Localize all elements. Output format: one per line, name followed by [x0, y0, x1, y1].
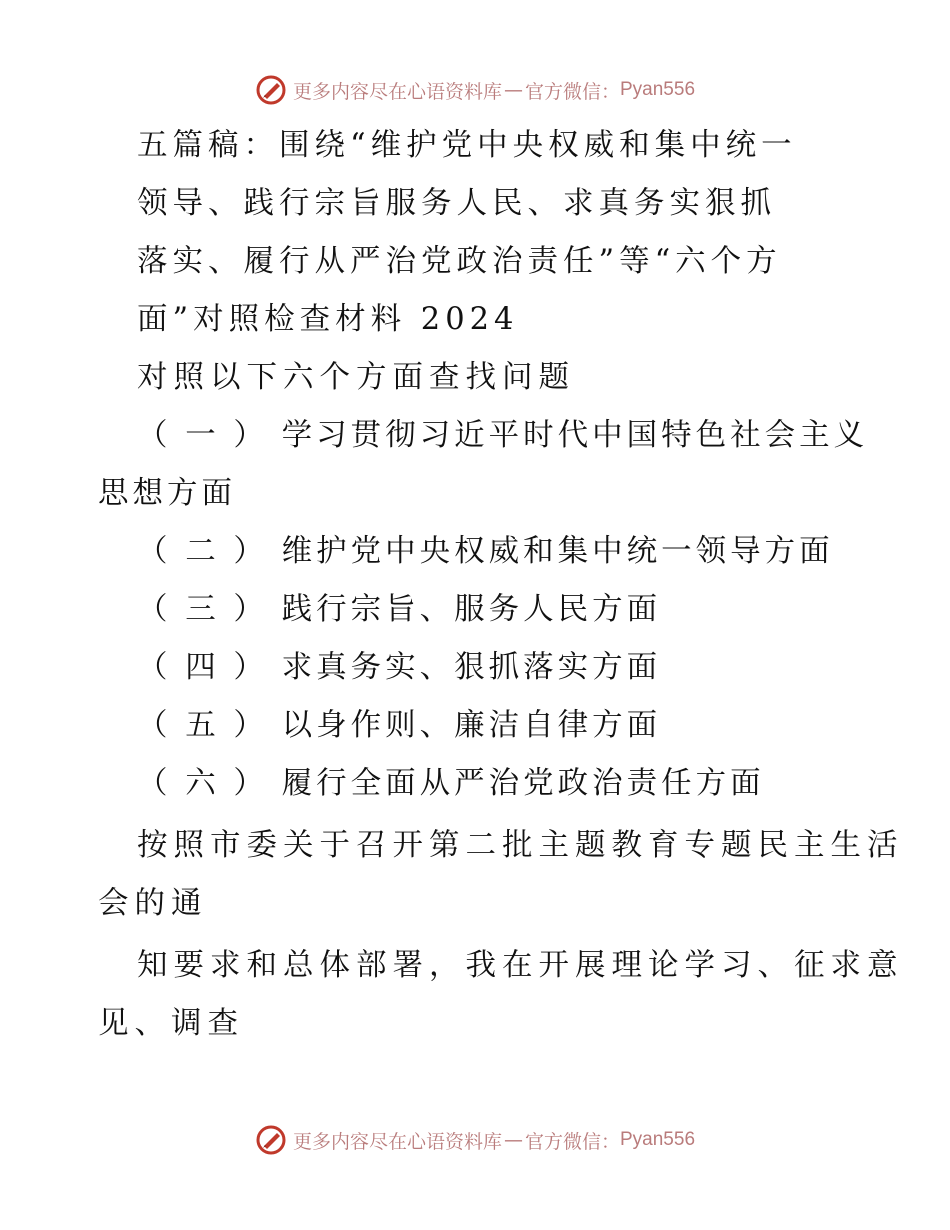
list-item-prefix: （ 六 ） [137, 766, 268, 801]
intro-line: 对照以下六个方面查找问题 [137, 360, 575, 395]
paragraph-1-line-1: 按照市委关于召开第二批主题教育专题民主生活 [137, 828, 904, 863]
list-item [137, 650, 661, 686]
watermark-separator: — [503, 79, 523, 101]
list-item-prefix: （ 二 ） [137, 534, 268, 569]
watermark-logo-icon [255, 1124, 287, 1156]
list-item-text: 践行宗旨、服务人民方面 [281, 592, 662, 627]
list-item-prefix: （ 三 ） [137, 592, 268, 627]
list-item [137, 766, 765, 802]
watermark-label: 官方微信： [524, 80, 620, 103]
watermark-text: 更多内容尽在心语资料库 [292, 80, 502, 103]
list-item-text: 学习贯彻习近平时代中国特色社会主义 [281, 418, 869, 453]
watermark-id: Pyan556 [620, 1129, 696, 1150]
list-item [137, 592, 661, 628]
list-item-prefix: （ 一 ） [137, 418, 268, 453]
watermark-separator: — [503, 1129, 523, 1151]
paragraph-2-line-2: 见、调查 [98, 1006, 244, 1041]
list-item-text: 维护党中央权威和集中统一领导方面 [281, 534, 834, 569]
watermark-label: 官方微信： [524, 1130, 620, 1153]
watermark-header [0, 70, 950, 110]
watermark-text: 更多内容尽在心语资料库 [292, 1130, 502, 1153]
list-item [137, 708, 661, 744]
list-item-prefix: （ 五 ） [137, 708, 268, 743]
watermark-footer [0, 1120, 950, 1160]
list-item [137, 534, 834, 570]
list-item-prefix: （ 四 ） [137, 650, 268, 685]
title-line-2: 领导、践行宗旨服务人民、求真务实狠抓 [137, 186, 776, 221]
paragraph-1-line-2: 会的通 [98, 886, 208, 921]
list-item-text: 求真务实、狠抓落实方面 [281, 650, 662, 685]
title-line-1: 五篇稿：围绕“维护党中央权威和集中统一 [137, 128, 797, 163]
title-line-3: 落实、履行从严治党政治责任”等“六个方 [137, 244, 782, 279]
list-item-text: 履行全面从严治党政治责任方面 [281, 766, 765, 801]
paragraph-2-line-1: 知要求和总体部署，我在开展理论学习、征求意 [137, 948, 904, 983]
title-line-4: 面”对照检查材料 2024 [137, 302, 519, 337]
list-item [137, 418, 868, 454]
watermark-logo-icon [255, 74, 287, 106]
list-item-continuation: 思想方面 [98, 476, 236, 511]
watermark-id: Pyan556 [620, 79, 696, 100]
list-item-text: 以身作则、廉洁自律方面 [281, 708, 662, 743]
